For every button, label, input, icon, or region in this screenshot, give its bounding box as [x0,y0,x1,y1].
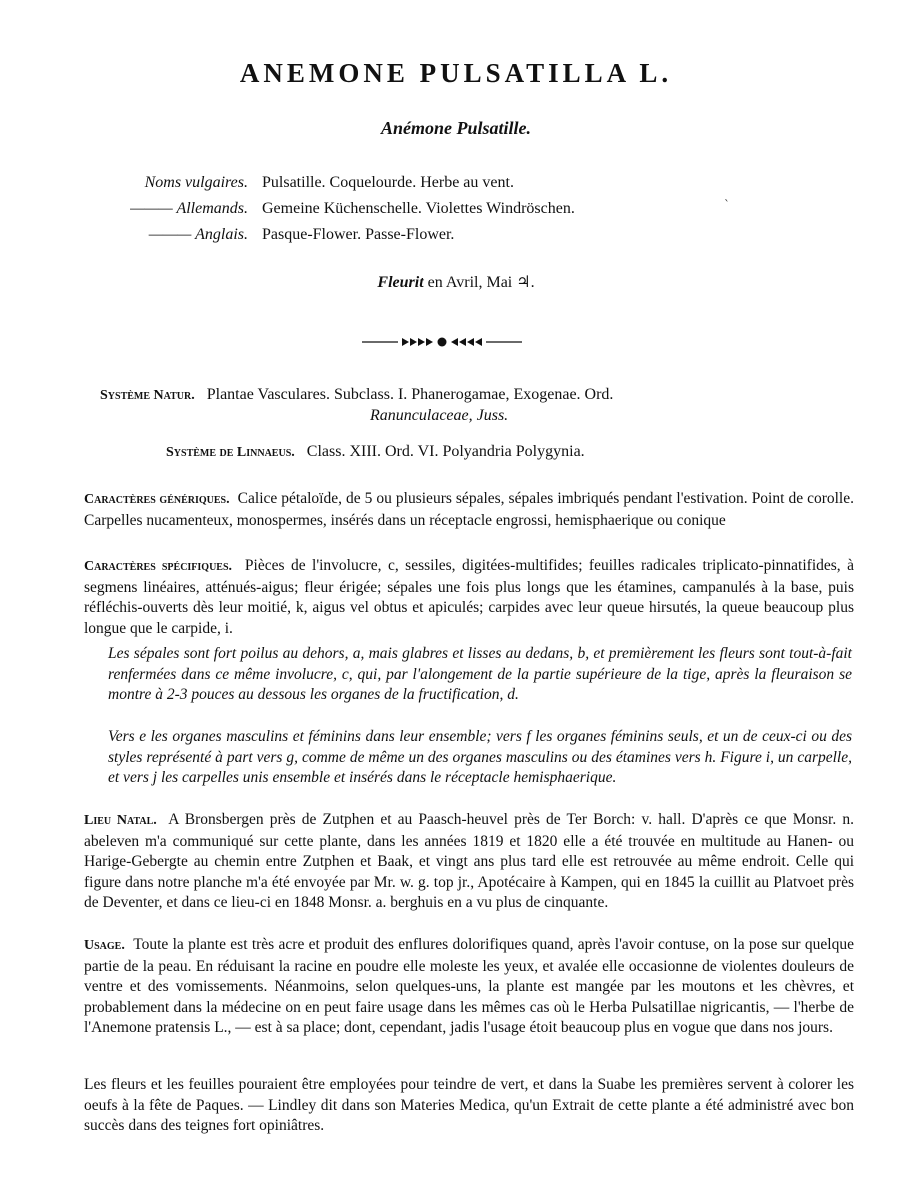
page-subtitle: Anémone Pulsatille. [380,118,531,138]
names-value: Pulsatille. Coquelourde. Herbe au vent. [262,174,514,191]
lieu-natal [84,810,854,914]
lieu-text: A Bronsbergen près de Zutphen et au Paasch-heuvel près de Ter Borch: v. hall. D'après ce que Monsr. n. abeleven m'a communiqué sur cette plante, dans les années 1819 et 1820 elle a été trouvée en multitude au Hanen- ou Harige-Gebergte au chemin entre Zutphen et Baak, et vingt ans plus tard elle est retrouvée au même endroit. Celle qui figure dans notre planche m'a été envoyée par Mr. w. g. top jr., Apotécaire à Kampen, qui en 1845 la cuillit au Platvoet près de Deventer, et dans ce lieu-ci en 1848 Monsr. a. berghuis en a vu plus de cinquante. [84,811,854,911]
fleurs-paragraph [84,1075,854,1137]
generic-text: Calice pétaloïde, de 5 ou plusieurs sépales, sépales imbriqués pendant l'estivation. Point de corolle. Carpelles nucamenteux, monospermes, insérés dans un réceptacle engrossi, hemisphaerique ou conique [84,490,854,529]
names-label: ——— Anglais. [148,226,248,243]
observation-sepals-text: Les sépales sont fort poilus au dehors, a, mais glabres et lisses au dedans, b, et premièrement les fleurs sont tout-à-fait renfermées dans ce même involucre, c, qui, par l'alongement de la partie supérieure de la tige, après la fleuraison se montre à 2-3 pouces au dessous les organes de la fructification, d. [108,645,852,703]
names-value: Pasque-Flower. Passe-Flower. [262,226,455,243]
usage-section [84,935,854,1039]
systeme-linnaeus [166,443,806,461]
specific-text: Pièces de l'involucre, c, sessiles, digitées-multifides; feuilles radicales triplicato-pinnatifides, à segmens linéaires, atténués-aigus; fleur érigée; sépales une fois plus longs que les étamines, campanulés à la base, puis réfléchis-ouverts dès leur moitié, k, aigus vel obtus et apiculés; carpides avec leur queue hirsutés, la queue beaucoup plus longue que le carpide, i. [84,557,854,637]
lieu-label: Lieu Natal. [84,813,157,828]
generic-characters [84,489,854,531]
names-value: Gemeine Küchenschelle. Violettes Windröschen. [262,200,575,217]
usage-label: Usage. [84,938,125,953]
names-row-english [86,226,575,252]
systeme-natur-label: Système Natur. [100,388,195,403]
page-title: ANEMONE PULSATILLA L. [239,58,673,88]
names-label: Noms vulgaires. [144,174,248,191]
fleurs-text: Les fleurs et les feuilles pouraient être employées pour teindre de vert, et dans la Suabe les premières servent à colorer les oeufs à la fête de Paques. — Lindley dit dans son Materies Medica, qu'un Extrait de cette plante a été administré avec bon succès dans des teignes fort opiniâtres. [84,1076,854,1134]
generic-label: Caractères génériques. [84,492,230,507]
names-label: ——— Allemands. [130,200,248,217]
usage-text: Toute la plante est très acre et produit des enflures dolorifiques quand, après l'avoir contuse, on la pose sur quelque partie de la peau. En réduisant la racine en poudre elle moleste les yeux, et avalée elle occasionne de violentes douleurs de ventre et des vomissements. Néanmoins, selon quelques-uns, la plante est mangée par les moutons et les chèvres, et probablement dans la médecine on en peut faire usage dans les mêmes cas où le Herba Pulsatillae nigricantis, — l'herbe de l'Anemone pratensis L., — est à sa place; dont, cependant, jadis l'usage étoit beaucoup plus en vogue que dans nos jours. [84,936,854,1036]
specific-characters [84,556,854,639]
flowering-text: en Avril, Mai ♃. [427,274,535,291]
systeme-natur [100,385,820,426]
flowering-line [0,272,912,292]
stray-mark: ˋ [724,198,730,212]
flowering-label: Fleurit [377,274,424,291]
observation-organs [108,727,852,789]
names-row-vulgar [86,174,575,200]
names-row-german [86,200,575,226]
observation-sepals [108,644,852,706]
ornament-divider [362,336,522,348]
specific-label: Caractères spécifiques. [84,559,233,574]
systeme-linn-text: Class. XIII. Ord. VI. Polyandria Polygynia. [306,443,585,460]
systeme-natur-line1: Plantae Vasculares. Subclass. I. Phanerogamae, Exogenae. Ord. [206,386,614,403]
systeme-natur-line2: Ranunculaceae, Juss. [370,407,509,424]
common-names [86,174,575,252]
systeme-linn-label: Système de Linnaeus. [166,445,295,460]
observation-organs-text: Vers e les organes masculins et féminins dans leur ensemble; vers f les organes féminins seuls, et un de ceux-ci ou des styles représenté à part vers g, comme de même un des organes masculins ou des étamines vers h. Figure i, un carpelle, et vers j les carpelles unis ensemble et insérés dans le réceptacle hemisphaerique. [108,728,852,786]
